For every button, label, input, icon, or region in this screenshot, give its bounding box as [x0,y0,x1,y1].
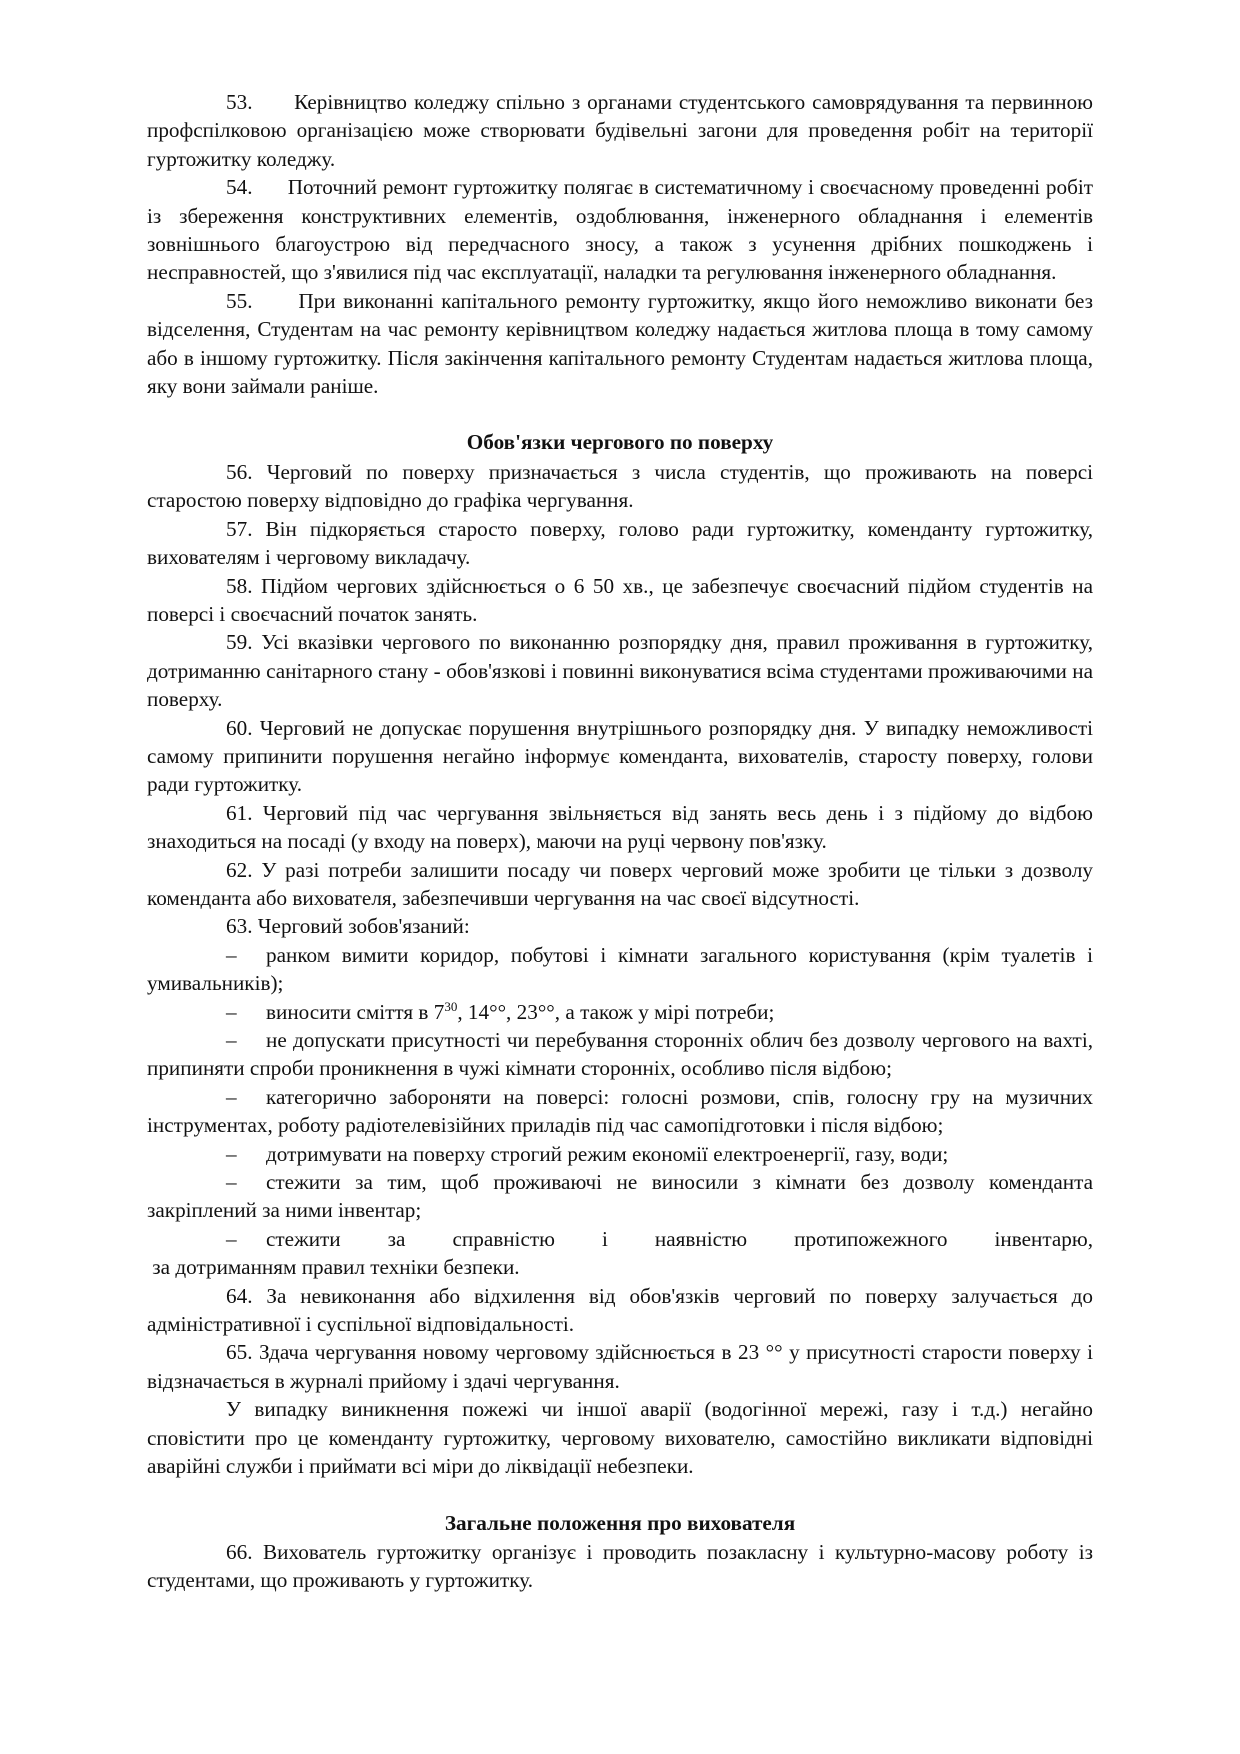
duty-list-item [147,998,1093,1026]
paragraph-55: 55. При виконанні капітального ремонту гуртожитку, якщо його неможливо виконати без відселення, Студентам на час ремонту керівництвом коледжу надається житлова площа в тому самому або в іншому гуртожитку. Після закінчення капітального ремонту Студентам надається житлова площа, яку вони займали раніше. [147,288,1093,399]
dash-marker: – [226,1141,237,1166]
paragraph-61: 61. Черговий під час чергування звільняється від занять весь день і з підйому до відбою знаходиться на посаді (у входу на поверх), маючи на руці червону пов'язку. [147,800,1093,854]
paragraph-58: 58. Підйом чергових здійснюється о 6 50 хв., це забезпечує своєчасний підйом студентів на поверсі і своєчасний початок занять. [147,573,1093,626]
duty-text: виносити сміття в 7 [266,999,445,1024]
paragraph-57: 57. Він підкоряється старосто поверху, голово ради гуртожитку, коменданту гуртожитку, вихователям і черговому викладачу. [147,516,1093,570]
dash-marker: – [226,1084,237,1109]
paragraph-64: 64. За невиконання або відхилення від обов'язків черговий по поверху залучається до адміністративної і суспільної відповідальності. [147,1283,1093,1337]
duty-list-item [147,1140,1093,1168]
duty-text: категорично забороняти на поверсі: голосні розмови, спів, голосну гру на музичних інструментах, роботу радіотелевізійних приладів під час самопідготовки і після відбою; [147,1084,1093,1138]
paragraph-60: 60. Черговий не допускає порушення внутрішнього розпорядку дня. У випадку неможливості самому припинити порушення негайно інформує коменданта, вихователів, старосту поверху, голови ради гуртожитку. [147,715,1093,797]
duty-list-item [147,1225,1093,1253]
paragraph-56: 56. Черговий по поверху призначається з числа студентів, що проживають на поверсі старостою поверху відповідно до графіка чергування. [147,459,1093,513]
duty-text: дотримувати на поверху строгий режим економії електроенергії, газу, води; [266,1141,949,1166]
dash-marker: – [226,1170,237,1195]
paragraph-65: 65. Здача чергування новому черговому здійснюється в 23 °° у присутності старости поверху і відзначається в журналі прийому і здачі чергування. [147,1340,1093,1393]
paragraph-66: 66. Вихователь гуртожитку організує і проводить позакласну і культурно-масову роботу із студентами, що проживають у гуртожитку. [147,1539,1093,1593]
document-page [147,88,1093,1595]
time-superscript: 30 [444,998,458,1014]
duty-list-item [147,941,1093,998]
paragraph-62: 62. У разі потреби залишити посаду чи поверх черговий може зробити це тільки з дозволу коменданта або вихователя, забезпечивши чергування на час своєї відсутності. [147,857,1093,910]
duty-list-item [147,1168,1093,1225]
duty-list-item [147,1026,1093,1083]
paragraph-63: 63. Черговий зобов'язаний: [226,914,470,939]
duty-text: ранком вимити коридор, побутові і кімнати загального користування (крім туалетів і умивальників); [147,942,1093,996]
dash-marker: – [226,942,237,967]
duty-text: стежити за тим, щоб проживаючі не виносили з кімнати без дозволу коменданта закріплений за ними інвентар; [147,1170,1093,1223]
section-heading-duty-officer: Обов'язки чергового по поверху [466,430,774,455]
paragraph-emergency: У випадку виникнення пожежі чи іншої аварії (водогінної мережі, газу і т.д.) негайно сповістити про це коменданту гуртожитку, черговому вихователю, самостійно викликати відповідні аварійні служби і приймати всі міри до ліквідації небезпеки. [147,1397,1093,1479]
duty-text: не допускати присутності чи перебування сторонніх облич без дозволу чергового на вахті, припиняти спроби проникнення в чужі кімнати сторонніх, особливо після відбою; [147,1028,1093,1081]
duty-list-item [147,1083,1093,1140]
duty-text: стежити за справністю і наявністю протипожежного інвентарю, [266,1226,1093,1251]
dash-marker: – [226,1028,237,1052]
duty-list-item-continued: за дотриманням правил техніки безпеки. [147,1255,520,1280]
paragraph-54: 54. Поточний ремонт гуртожитку полягає в систематичному і своєчасному проведенні робіт із збереження конструктивних елементів, оздоблювання, інженерного обладнання і елементів зовнішнього благоустрою від передчасного зносу, а також з усунення дрібних пошкоджень і несправностей, що з'явилися під час експлуатації, наладки та регулювання інженерного обладнання. [147,175,1093,285]
section-heading-educator: Загальне положення про вихователя [444,1510,796,1535]
dash-marker: – [226,1226,237,1251]
paragraph-53: 53. Керівництво коледжу спільно з органами студентського самоврядування та первинною профспілковою організацією може створювати будівельні загони для проведення робіт на території гуртожитку коледжу. [147,90,1093,171]
paragraph-59: 59. Усі вказівки чергового по виконанню розпорядку дня, правил проживання в гуртожитку, дотриманню санітарного стану - обов'язкові і повинні виконуватися всіма студентами проживаючими на поверху. [147,630,1093,712]
dash-marker: – [226,999,237,1024]
duty-text: , 14°°, 23°°, а також у мірі потреби; [457,999,775,1024]
